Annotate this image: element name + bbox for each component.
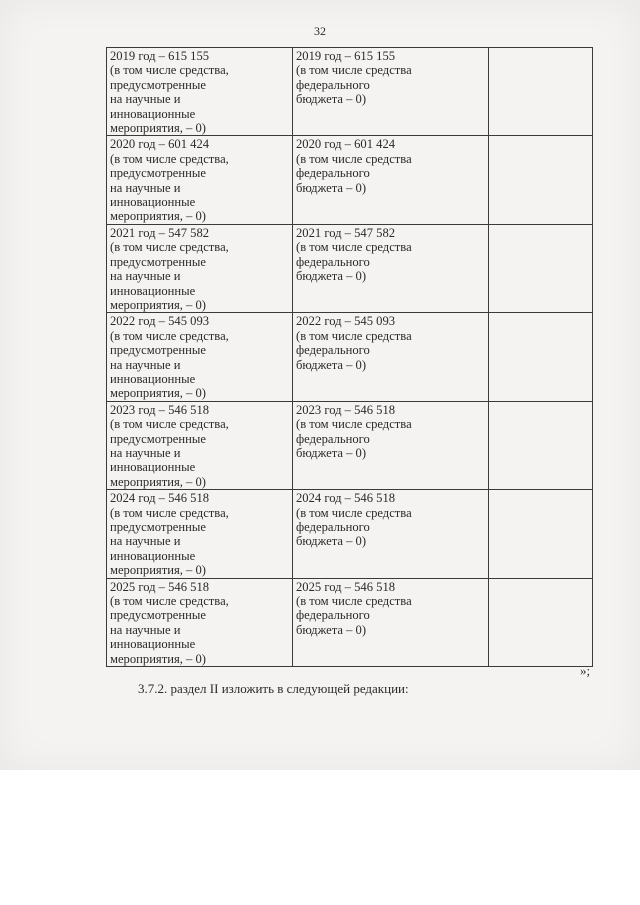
cell-text-line: 2023 год – 546 518 <box>110 402 210 417</box>
cell-text-line: (в том числе средства, <box>110 505 229 520</box>
cell-total-funding <box>107 313 293 401</box>
cell-federal-funding <box>293 224 489 312</box>
cell-federal-funding <box>293 578 489 666</box>
cell-text-line: на научные и <box>110 445 181 460</box>
cell-federal-funding <box>293 401 489 489</box>
cell-text-line: на научные и <box>110 622 181 637</box>
cell-text-line: бюджета – 0) <box>296 357 367 372</box>
cell-text-line: мероприятия, – 0) <box>110 651 206 666</box>
cell-federal-funding <box>293 48 489 136</box>
cell-text-line: инновационные <box>110 548 196 563</box>
cell-text-line: бюджета – 0) <box>296 269 367 284</box>
cell-text-line: мероприятия, – 0) <box>110 121 206 136</box>
cell-text-line: мероприятия, – 0) <box>110 563 206 578</box>
cell-text-line: предусмотренные <box>110 343 206 358</box>
cell-empty <box>489 313 593 401</box>
funding-table-body <box>107 48 593 667</box>
cell-text-line: (в том числе средства <box>296 240 412 255</box>
cell-text-line: 2019 год – 615 155 <box>110 49 210 63</box>
cell-text-line: 2024 год – 546 518 <box>296 491 396 506</box>
cell-text-line: федерального <box>296 608 370 623</box>
cell-text-line: (в том числе средства <box>296 151 412 166</box>
cell-text-line: (в том числе средства, <box>110 151 229 166</box>
cell-text-line: предусмотренные <box>110 520 206 534</box>
cell-text-line: на научные и <box>110 180 181 195</box>
cell-text-line: инновационные <box>110 283 196 298</box>
cell-text-line: 2022 год – 545 093 <box>296 314 396 329</box>
cell-text-line: федерального <box>296 431 370 446</box>
cell-text-line: инновационные <box>110 106 196 121</box>
cell-text-line: 2023 год – 546 518 <box>296 402 396 417</box>
cell-text-line: бюджета – 0) <box>296 92 367 107</box>
cell-text-line: 2019 год – 615 155 <box>296 49 396 63</box>
cell-text-line: мероприятия, – 0) <box>110 386 206 401</box>
funding-table <box>106 47 593 667</box>
cell-empty <box>489 490 593 578</box>
cell-total-funding <box>107 401 293 489</box>
cell-text-line: бюджета – 0) <box>296 622 367 637</box>
page-number: 32 <box>314 24 326 38</box>
table-row <box>107 578 593 666</box>
cell-federal-funding <box>293 490 489 578</box>
cell-total-funding <box>107 578 293 666</box>
cell-total-funding <box>107 48 293 136</box>
cell-text-line: предусмотренные <box>110 608 206 623</box>
cell-text-line: федерального <box>296 77 370 92</box>
cell-text-line: федерального <box>296 254 370 269</box>
closing-quote: »; <box>580 663 591 678</box>
cell-text-line: на научные и <box>110 92 181 107</box>
cell-text-line: предусмотренные <box>110 166 206 181</box>
cell-total-funding <box>107 490 293 578</box>
cell-text-line: (в том числе средства, <box>110 240 229 255</box>
cell-empty <box>489 578 593 666</box>
cell-text-line: на научные и <box>110 357 181 372</box>
cell-text-line: на научные и <box>110 534 181 549</box>
cell-text-line: (в том числе средства <box>296 594 412 609</box>
cell-text-line: федерального <box>296 520 370 534</box>
cell-text-line: 2025 год – 546 518 <box>110 579 210 594</box>
cell-text-line: инновационные <box>110 460 196 475</box>
cell-text-line: бюджета – 0) <box>296 534 367 549</box>
cell-text-line: 2021 год – 547 582 <box>296 225 396 240</box>
cell-text-line: инновационные <box>110 637 196 652</box>
cell-federal-funding <box>293 313 489 401</box>
cell-empty <box>489 48 593 136</box>
table-row <box>107 224 593 312</box>
cell-text-line: бюджета – 0) <box>296 445 367 460</box>
cell-text-line: 2022 год – 545 093 <box>110 314 210 329</box>
cell-text-line: предусмотренные <box>110 254 206 269</box>
cell-text-line: мероприятия, – 0) <box>110 474 206 489</box>
cell-text-line: (в том числе средства, <box>110 328 229 343</box>
cell-text-line: (в том числе средства <box>296 505 412 520</box>
cell-text-line: мероприятия, – 0) <box>110 297 206 312</box>
cell-text-line: бюджета – 0) <box>296 180 367 195</box>
cell-total-funding <box>107 136 293 224</box>
cell-text-line: инновационные <box>110 371 196 386</box>
cell-text-line: (в том числе средства, <box>110 63 229 78</box>
cell-empty <box>489 224 593 312</box>
cell-text-line: на научные и <box>110 269 181 284</box>
cell-text-line: (в том числе средства <box>296 328 412 343</box>
cell-text-line: 2025 год – 546 518 <box>296 579 396 594</box>
cell-text-line: федерального <box>296 166 370 181</box>
cell-text-line: 2021 год – 547 582 <box>110 225 210 240</box>
cell-empty <box>489 401 593 489</box>
cell-text-line: предусмотренные <box>110 77 206 92</box>
cell-text-line: предусмотренные <box>110 431 206 446</box>
cell-text-line: (в том числе средства <box>296 417 412 432</box>
cell-text-line: 2020 год – 601 424 <box>110 137 210 152</box>
cell-empty <box>489 136 593 224</box>
cell-text-line: (в том числе средства, <box>110 417 229 432</box>
cell-text-line: (в том числе средства, <box>110 594 229 609</box>
table-row <box>107 313 593 401</box>
cell-text-line: инновационные <box>110 195 196 210</box>
cell-text-line: федерального <box>296 343 370 358</box>
cell-total-funding <box>107 224 293 312</box>
table-row <box>107 136 593 224</box>
table-row <box>107 401 593 489</box>
cell-text-line: (в том числе средства <box>296 63 412 78</box>
table-row <box>107 490 593 578</box>
cell-text-line: 2020 год – 601 424 <box>296 137 396 152</box>
cell-text-line: 2024 год – 546 518 <box>110 491 210 506</box>
table-row <box>107 48 593 136</box>
cell-federal-funding <box>293 136 489 224</box>
cell-text-line: мероприятия, – 0) <box>110 209 206 224</box>
amendment-paragraph: 3.7.2. раздел II изложить в следующей редакции: <box>138 681 409 696</box>
